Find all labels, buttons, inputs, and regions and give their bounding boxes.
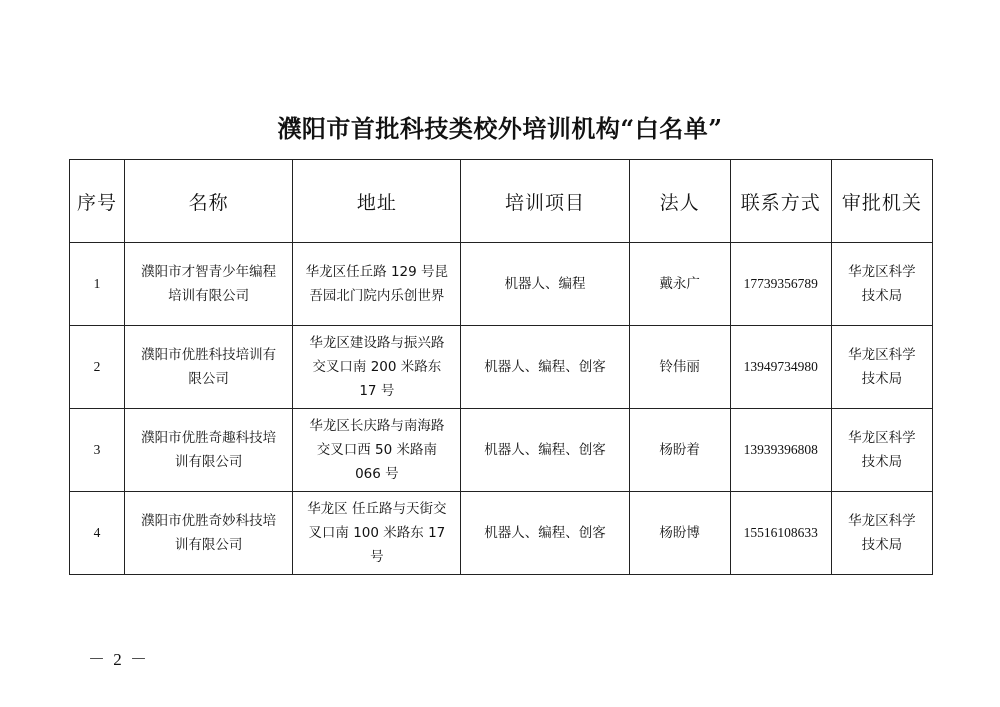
header-contact: 联系方式 xyxy=(730,160,831,243)
table-header-row xyxy=(70,160,933,243)
cell-address: 华龙区建设路与振兴路交叉口南 200 米路东 17 号 xyxy=(293,326,461,409)
whitelist-table xyxy=(69,159,933,575)
document-title: 濮阳市首批科技类校外培训机构“白名单” xyxy=(277,114,723,143)
header-program: 培训项目 xyxy=(461,160,629,243)
table-row xyxy=(70,492,933,575)
cell-index: 2 xyxy=(70,326,125,409)
cell-name: 濮阳市优胜奇趣科技培训有限公司 xyxy=(125,409,293,492)
table-row xyxy=(70,409,933,492)
cell-address: 华龙区任丘路 129 号昆吾园北门院内乐创世界 xyxy=(293,243,461,326)
cell-authority: 华龙区科学技术局 xyxy=(831,492,932,575)
cell-legal-person: 铃伟丽 xyxy=(629,326,730,409)
cell-authority: 华龙区科学技术局 xyxy=(831,243,932,326)
cell-legal-person: 杨盼博 xyxy=(629,492,730,575)
header-name: 名称 xyxy=(125,160,293,243)
cell-name: 濮阳市优胜科技培训有限公司 xyxy=(125,326,293,409)
cell-legal-person: 戴永广 xyxy=(629,243,730,326)
cell-index: 3 xyxy=(70,409,125,492)
cell-phone: 15516108633 xyxy=(730,492,831,575)
cell-authority: 华龙区科学技术局 xyxy=(831,326,932,409)
cell-program: 机器人、编程、创客 xyxy=(461,492,629,575)
page-number: － 2 － xyxy=(88,650,149,669)
cell-address: 华龙区长庆路与南海路交叉口西 50 米路南 066 号 xyxy=(293,409,461,492)
cell-legal-person: 杨盼着 xyxy=(629,409,730,492)
cell-name: 濮阳市才智青少年编程培训有限公司 xyxy=(125,243,293,326)
cell-phone: 17739356789 xyxy=(730,243,831,326)
cell-name: 濮阳市优胜奇妙科技培训有限公司 xyxy=(125,492,293,575)
cell-program: 机器人、编程 xyxy=(461,243,629,326)
header-authority: 审批机关 xyxy=(831,160,932,243)
cell-index: 1 xyxy=(70,243,125,326)
table-row xyxy=(70,326,933,409)
cell-phone: 13949734980 xyxy=(730,326,831,409)
header-index: 序号 xyxy=(70,160,125,243)
cell-address: 华龙区 任丘路与天街交叉口南 100 米路东 17 号 xyxy=(293,492,461,575)
cell-program: 机器人、编程、创客 xyxy=(461,326,629,409)
cell-authority: 华龙区科学技术局 xyxy=(831,409,932,492)
cell-program: 机器人、编程、创客 xyxy=(461,409,629,492)
table-row xyxy=(70,243,933,326)
header-legal-person: 法人 xyxy=(629,160,730,243)
cell-index: 4 xyxy=(70,492,125,575)
header-address: 地址 xyxy=(293,160,461,243)
cell-phone: 13939396808 xyxy=(730,409,831,492)
